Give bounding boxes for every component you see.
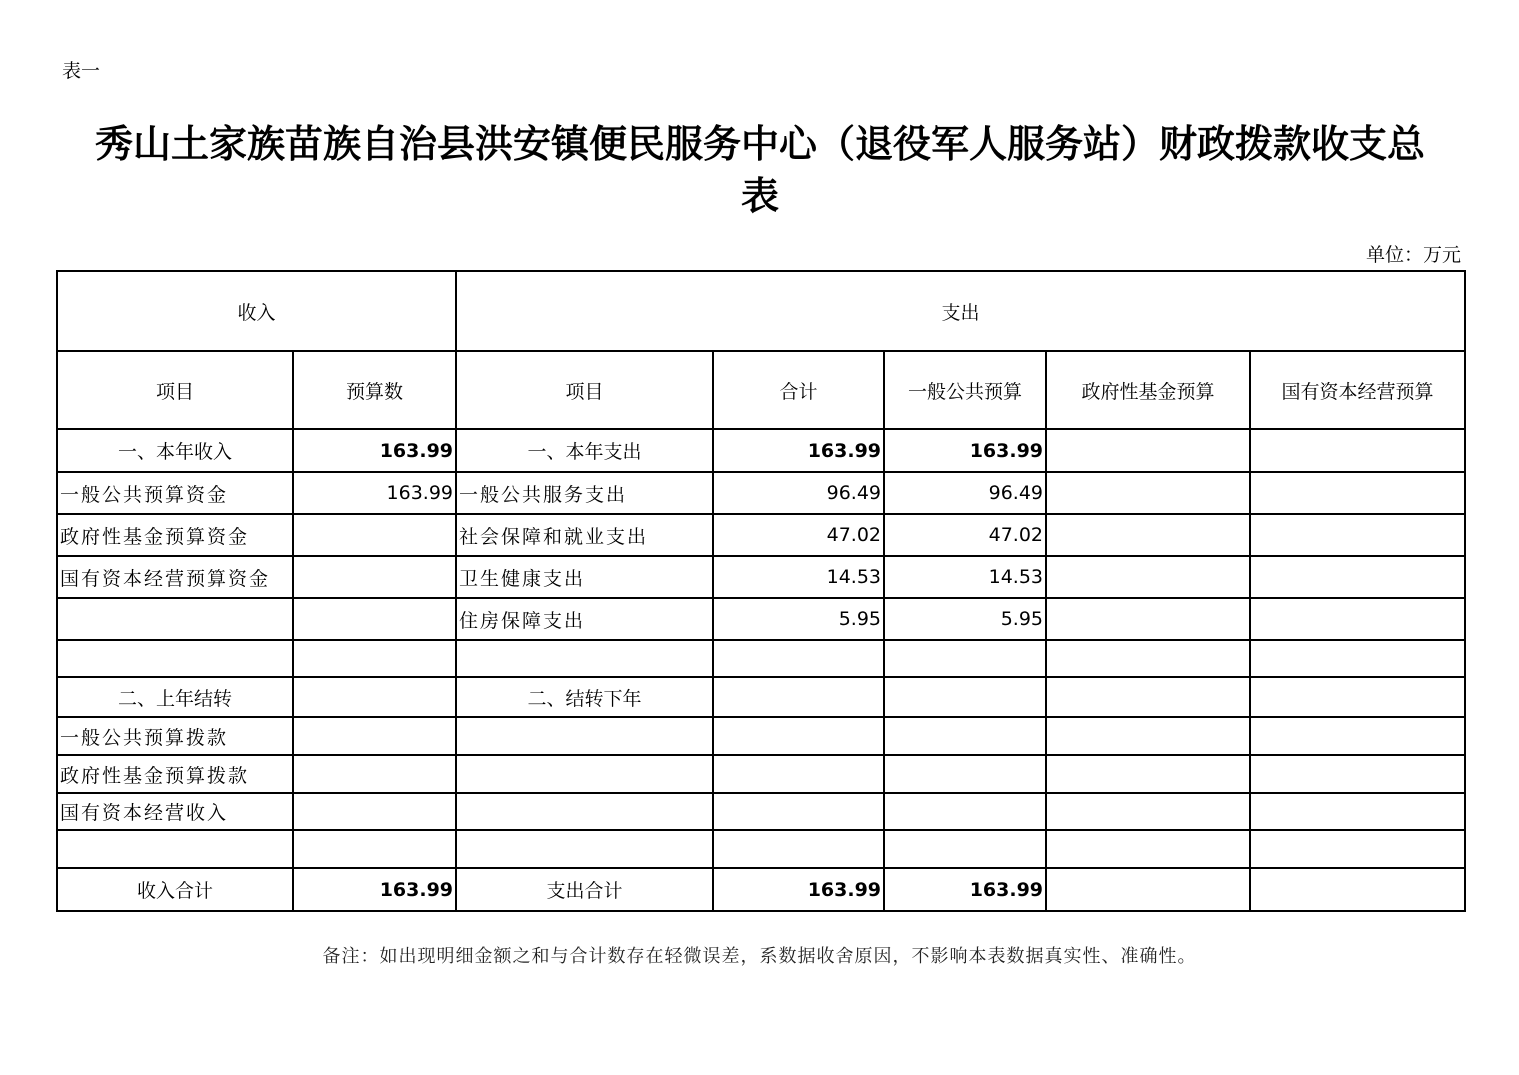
income-item: 国有资本经营预算资金 (57, 556, 293, 598)
income-value (293, 598, 456, 640)
expense-item (456, 830, 713, 868)
table-row (57, 556, 1465, 598)
general-value (884, 677, 1046, 717)
state-capital-value (1250, 598, 1465, 640)
col-header-budget: 预算数 (293, 351, 456, 429)
gov-fund-value (1046, 755, 1250, 793)
table-row (57, 717, 1465, 755)
state-capital-value (1250, 793, 1465, 830)
general-value (884, 717, 1046, 755)
total-value (713, 793, 884, 830)
table-row (57, 598, 1465, 640)
state-capital-value (1250, 717, 1465, 755)
general-value: 5.95 (884, 598, 1046, 640)
expense-item: 一、本年支出 (456, 429, 713, 472)
income-total-label: 收入合计 (57, 868, 293, 911)
gov-fund-value (1046, 830, 1250, 868)
col-header-general: 一般公共预算 (884, 351, 1046, 429)
general-value: 47.02 (884, 514, 1046, 556)
total-value (713, 640, 884, 677)
expense-item: 社会保障和就业支出 (456, 514, 713, 556)
income-item (57, 598, 293, 640)
income-value (293, 556, 456, 598)
income-header: 收入 (57, 271, 456, 351)
total-value: 163.99 (713, 868, 884, 911)
table-number-label: 表一 (62, 60, 101, 82)
state-capital-value (1250, 429, 1465, 472)
gov-fund-value (1046, 793, 1250, 830)
col-header-gov-fund: 政府性基金预算 (1046, 351, 1250, 429)
expense-item: 卫生健康支出 (456, 556, 713, 598)
table-row (57, 514, 1465, 556)
state-capital-value (1250, 640, 1465, 677)
expense-item (456, 793, 713, 830)
income-value (293, 514, 456, 556)
total-value: 5.95 (713, 598, 884, 640)
table-row (57, 472, 1465, 514)
state-capital-value (1250, 755, 1465, 793)
table-row (57, 830, 1465, 868)
state-capital-value (1250, 677, 1465, 717)
state-capital-value (1250, 472, 1465, 514)
col-header-total: 合计 (713, 351, 884, 429)
expense-item (456, 640, 713, 677)
table-row (57, 640, 1465, 677)
title-line-2: 表 (740, 173, 779, 218)
general-value: 163.99 (884, 868, 1046, 911)
footnote: 备注：如出现明细金额之和与合计数存在轻微误差，系数据收舍原因，不影响本表数据真实性、准确性。 (322, 946, 1197, 967)
page-title (40, 118, 1480, 222)
income-value: 163.99 (293, 472, 456, 514)
col-header-income-item: 项目 (57, 351, 293, 429)
table-row (57, 793, 1465, 830)
income-item: 政府性基金预算资金 (57, 514, 293, 556)
table-row (57, 429, 1465, 472)
state-capital-value (1250, 868, 1465, 911)
col-header-expense-item: 项目 (456, 351, 713, 429)
general-value: 96.49 (884, 472, 1046, 514)
general-value: 163.99 (884, 429, 1046, 472)
total-value (713, 717, 884, 755)
total-value: 47.02 (713, 514, 884, 556)
general-value (884, 793, 1046, 830)
income-value (293, 793, 456, 830)
income-item (57, 830, 293, 868)
total-value (713, 830, 884, 868)
income-total-value: 163.99 (293, 868, 456, 911)
totals-row (57, 868, 1465, 911)
income-value (293, 830, 456, 868)
expense-item (456, 755, 713, 793)
total-value (713, 755, 884, 793)
income-item (57, 640, 293, 677)
income-value (293, 755, 456, 793)
income-item: 一般公共预算拨款 (57, 717, 293, 755)
expense-item: 一般公共服务支出 (456, 472, 713, 514)
income-item: 二、上年结转 (57, 677, 293, 717)
state-capital-value (1250, 556, 1465, 598)
total-value: 14.53 (713, 556, 884, 598)
gov-fund-value (1046, 677, 1250, 717)
general-value (884, 830, 1046, 868)
total-value: 96.49 (713, 472, 884, 514)
expense-header: 支出 (456, 271, 1465, 351)
total-value (713, 677, 884, 717)
gov-fund-value (1046, 717, 1250, 755)
title-line-1: 秀山土家族苗族自治县洪安镇便民服务中心（退役军人服务站）财政拨款收支总 (94, 121, 1425, 166)
state-capital-value (1250, 514, 1465, 556)
gov-fund-value (1046, 472, 1250, 514)
header-row-columns (57, 351, 1465, 429)
state-capital-value (1250, 830, 1465, 868)
expense-total-label: 支出合计 (456, 868, 713, 911)
header-row-groups (57, 271, 1465, 351)
income-item: 国有资本经营收入 (57, 793, 293, 830)
gov-fund-value (1046, 514, 1250, 556)
income-value (293, 717, 456, 755)
expense-item: 住房保障支出 (456, 598, 713, 640)
expense-item: 二、结转下年 (456, 677, 713, 717)
col-header-state-capital: 国有资本经营预算 (1250, 351, 1465, 429)
general-value (884, 640, 1046, 677)
income-item: 一般公共预算资金 (57, 472, 293, 514)
gov-fund-value (1046, 598, 1250, 640)
budget-table (56, 270, 1466, 912)
income-value (293, 640, 456, 677)
general-value (884, 755, 1046, 793)
income-value (293, 677, 456, 717)
gov-fund-value (1046, 556, 1250, 598)
expense-item (456, 717, 713, 755)
table-row (57, 677, 1465, 717)
gov-fund-value (1046, 640, 1250, 677)
income-item: 政府性基金预算拨款 (57, 755, 293, 793)
gov-fund-value (1046, 429, 1250, 472)
income-value: 163.99 (293, 429, 456, 472)
general-value: 14.53 (884, 556, 1046, 598)
income-item: 一、本年收入 (57, 429, 293, 472)
table-row (57, 755, 1465, 793)
unit-label: 单位：万元 (1365, 244, 1461, 266)
gov-fund-value (1046, 868, 1250, 911)
total-value: 163.99 (713, 429, 884, 472)
